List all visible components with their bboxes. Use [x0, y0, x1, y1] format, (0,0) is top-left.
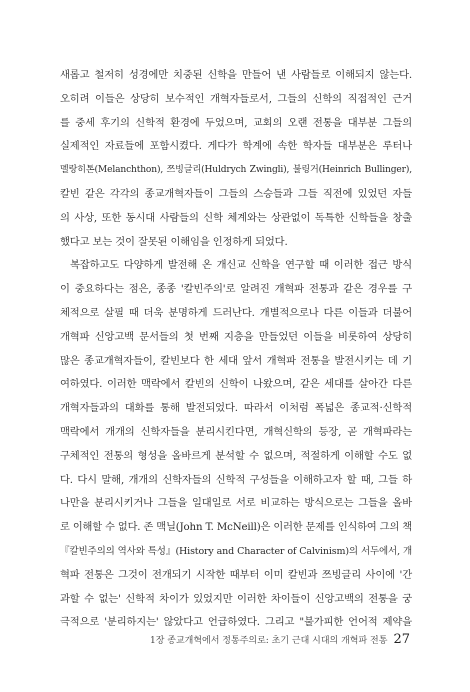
- text-line: 실제적인 자료들에 포함시켰다. 게다가 학계에 속한 학자들 대부분은 루터나: [60, 140, 412, 153]
- text-line: 과할 수 없는' 신학적 차이가 있었지만 이러한 차이들이 신앙고백의 전통을 궁: [60, 592, 412, 605]
- text-line: 혁파 전통은 그것이 전개되기 시작한 때부터 이미 칼빈과 쯔빙글리 사이에 '간: [60, 568, 412, 581]
- text-line: 체적으로 살필 때 더욱 분명하게 드러난다. 개별적으로나 다른 이들과 더불어: [60, 306, 412, 319]
- text-line: 복잡하고도 다양하게 발전해 온 개신교 신학을 연구할 때 이러한 접근 방식: [70, 259, 412, 272]
- text-line: 를 중세 후기의 신학적 환경에 두었으며, 교회의 오랜 전통을 대부분 그들의: [60, 116, 412, 129]
- text-line: 칼빈 같은 각각의 종교개혁자들이 그들의 스승들과 그들 직전에 있었던 자들: [60, 187, 412, 200]
- text-line: 멜랑히톤(Melanchthon), 쯔빙글리(Huldrych Zwingli), 불링거(Heinrich Bullinger),: [60, 165, 412, 176]
- page-number: 27: [393, 632, 410, 647]
- text-line: 『칼빈주의의 역사와 특성』(History and Character of Calvinism)의 서두에서, 개: [60, 545, 412, 557]
- text-line: 개혁파 신앙고백 문서들의 첫 번째 지층을 만들었던 이들을 비롯하여 상당히: [60, 330, 412, 343]
- text-line: 오히려 이들은 상당히 보수적인 개혁자들로서, 그들의 신학의 직접적인 근거: [60, 92, 412, 105]
- text-line: 많은 종교개혁자들이, 칼빈보다 한 세대 앞서 개혁파 전통을 발전시키는 데 기: [60, 354, 412, 367]
- body-text: [60, 64, 412, 635]
- text-line: 여하였다. 이러한 맥락에서 칼빈의 신학이 나왔으며, 같은 세대를 살아간 다른: [60, 378, 412, 391]
- text-line: 했다고 보는 것이 잘못된 이해임을 인정하게 되었다.: [60, 235, 288, 248]
- running-head: 1장 종교개혁에서 정통주의로: 초기 근대 시대의 개혁파 전통: [150, 636, 388, 646]
- text-line: 로 이해할 수 없다. 존 맥닐(John T. McNeill)은 이러한 문제를 인식하여 그의 책: [60, 522, 412, 534]
- text-line: 새롭고 철저히 성경에만 치중된 신학을 만들어 낸 사람들로 이해되지 않는다.: [60, 69, 412, 81]
- text-line: 맥락에서 개개의 신학자들을 분리시킨다면, 개혁신학의 등장, 곧 개혁파라는: [60, 425, 412, 438]
- page-footer: [150, 632, 410, 647]
- text-line: 의 사상, 또한 동시대 사람들의 신학 체계와는 상관없이 독특한 신학들을 창출: [60, 211, 412, 224]
- text-line: 다. 다시 말해, 개개의 신학자들의 신학적 구성들을 이해하고자 할 때, 그들 하: [60, 473, 412, 486]
- text-line: 나만을 분리시키거나 그들을 일대일로 서로 비교하는 방식으로는 그들을 올바: [60, 497, 412, 510]
- text-line: 구체적인 전통의 형성을 올바르게 분석할 수 없으며, 적절하게 이해할 수도 없: [60, 449, 412, 462]
- text-line: 이 중요하다는 점은, 종종 '칼빈주의'로 알려진 개혁파 전통과 같은 경우를 구: [60, 283, 412, 296]
- text-line: 극적으로 '분리하지는' 않았다고 언급하였다. 그리고 "불가피한 언어적 제약을: [60, 616, 412, 629]
- text-line: 개혁자들과의 대화를 통해 발전되었다. 따라서 이처럼 폭넓은 종교적·신학적: [60, 402, 412, 415]
